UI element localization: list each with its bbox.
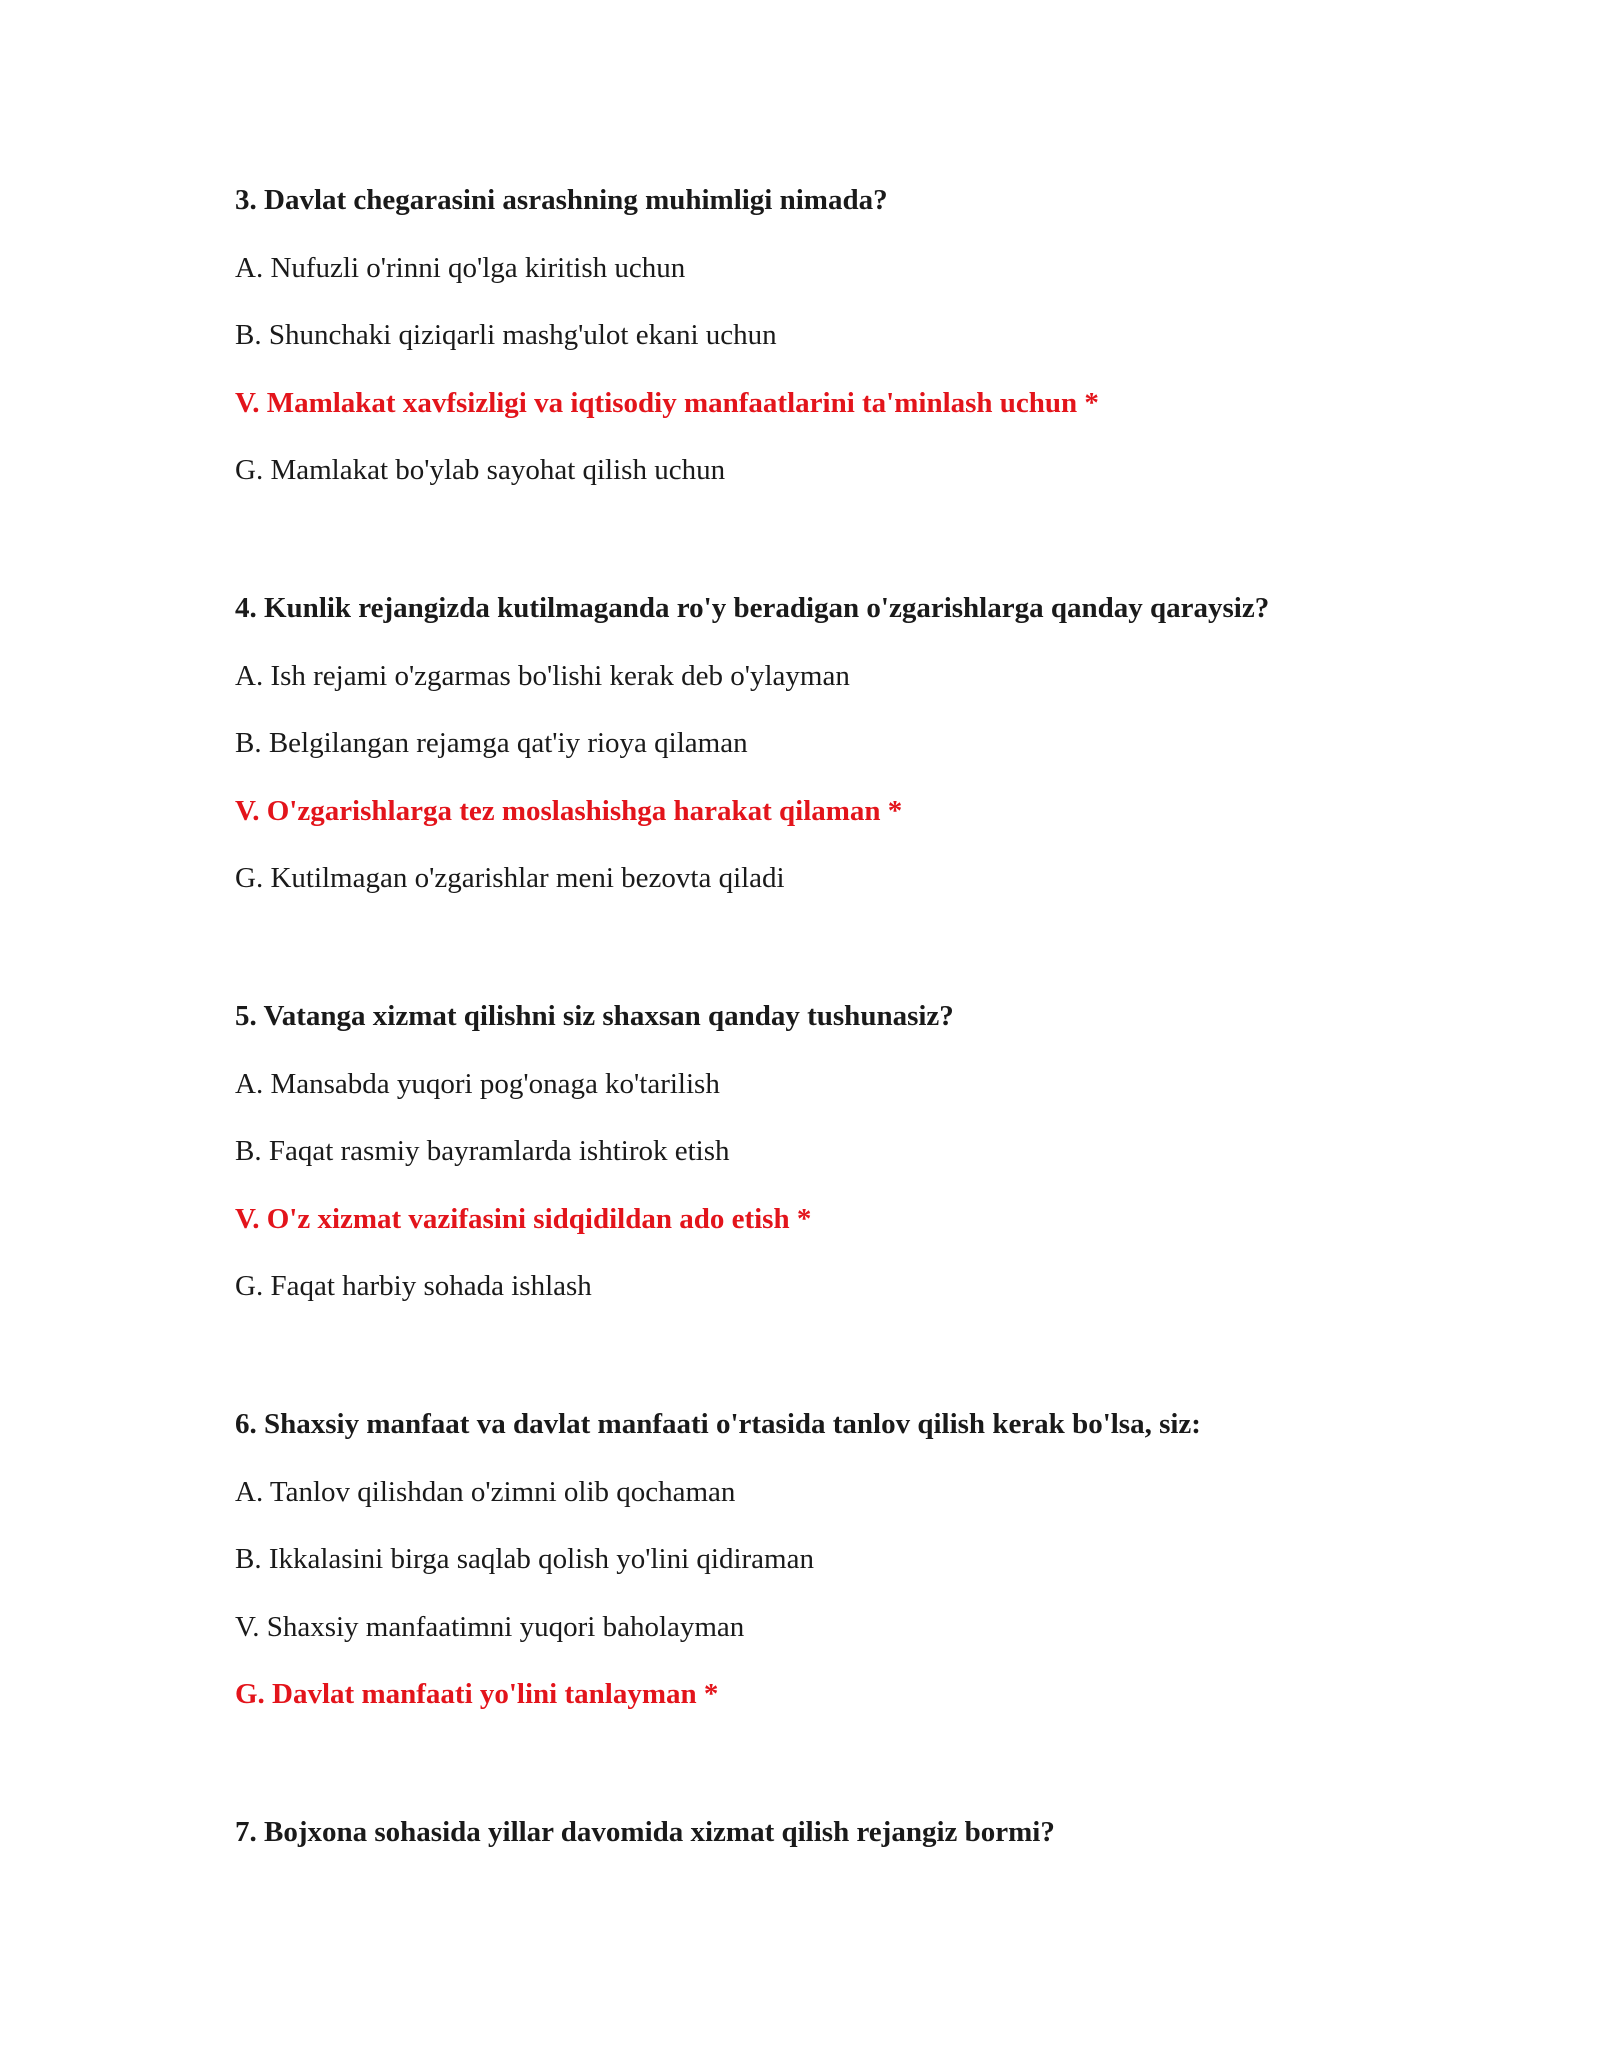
option-b: B. Ikkalasini birga saqlab qolish yo'lini qidiraman bbox=[235, 1543, 814, 1575]
option-g: G. Faqat harbiy sohada ishlash bbox=[235, 1270, 592, 1302]
option-v-correct: V. O'z xizmat vazifasini sidqidildan ado etish * bbox=[235, 1202, 812, 1235]
question-6 bbox=[235, 1404, 1435, 1714]
option-b: B. Faqat rasmiy bayramlarda ishtirok etish bbox=[235, 1135, 730, 1167]
question-5 bbox=[235, 996, 1435, 1306]
option-a: A. Nufuzli o'rinni qo'lga kiritish uchun bbox=[235, 251, 686, 284]
option-b: B. Shunchaki qiziqarli mashg'ulot ekani uchun bbox=[235, 319, 777, 351]
option-a: A. Mansabda yuqori pog'onaga ko'tarilish bbox=[235, 1067, 720, 1100]
option-g: G. Kutilmagan o'zgarishlar meni bezovta qiladi bbox=[235, 862, 785, 894]
question-title: 5. Vatanga xizmat qilishni siz shaxsan qanday tushunasiz? bbox=[235, 1000, 954, 1032]
question-title: 4. Kunlik rejangizda kutilmaganda ro'y beradigan o'zgarishlarga qanday qaraysiz? bbox=[235, 592, 1270, 624]
option-v: V. Shaxsiy manfaatimni yuqori baholayman bbox=[235, 1610, 745, 1643]
option-v-correct: V. Mamlakat xavfsizligi va iqtisodiy manfaatlarini ta'minlash uchun * bbox=[235, 386, 1099, 419]
question-3 bbox=[235, 180, 1435, 490]
option-b: B. Belgilangan rejamga qat'iy rioya qilaman bbox=[235, 727, 748, 759]
option-g-correct: G. Davlat manfaati yo'lini tanlayman * bbox=[235, 1678, 719, 1710]
option-a: A. Ish rejami o'zgarmas bo'lishi kerak deb o'ylayman bbox=[235, 659, 850, 692]
question-7 bbox=[235, 1812, 1435, 1852]
question-title: 6. Shaxsiy manfaat va davlat manfaati o'rtasida tanlov qilish kerak bo'lsa, siz: bbox=[235, 1408, 1201, 1440]
document-page bbox=[235, 180, 1435, 1950]
option-g: G. Mamlakat bo'ylab sayohat qilish uchun bbox=[235, 454, 726, 486]
question-title: 7. Bojxona sohasida yillar davomida xizmat qilish rejangiz bormi? bbox=[235, 1816, 1055, 1848]
question-title: 3. Davlat chegarasini asrashning muhimligi nimada? bbox=[235, 184, 888, 216]
option-a: A. Tanlov qilishdan o'zimni olib qochaman bbox=[235, 1475, 736, 1508]
option-v-correct: V. O'zgarishlarga tez moslashishga harakat qilaman * bbox=[235, 794, 903, 827]
question-4 bbox=[235, 588, 1435, 898]
